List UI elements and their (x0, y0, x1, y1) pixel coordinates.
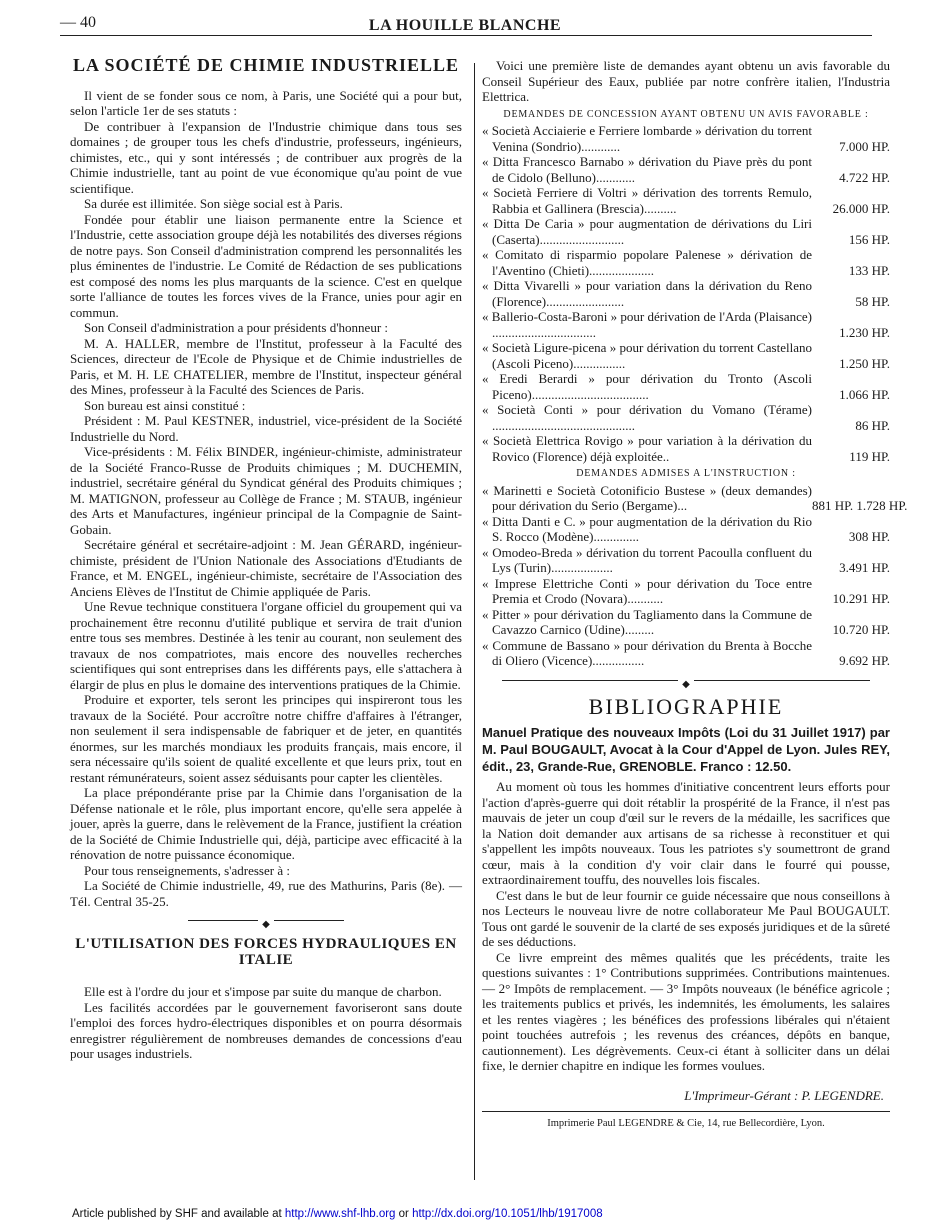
subheading-instruction: DEMANDES ADMISES A L'INSTRUCTION : (576, 468, 796, 479)
publication-footer (72, 1208, 603, 1220)
entry-text: « Società Elettrica Rovigo » pour variation à la dérivation du Rovico (Florence) déjà exploitée.. (482, 433, 812, 464)
entry-hp: 10.291 HP. (832, 591, 890, 606)
entry-text: « Società Acciaierie e Ferriere lombarde » dérivation du torrent Venina (Sondrio)............ (482, 123, 812, 154)
running-title: LA HOUILLE BLANCHE (368, 17, 562, 34)
entry-hp: 4.722 HP. (839, 169, 890, 185)
entry-hp: 308 HP. (848, 529, 890, 544)
list-item (482, 433, 890, 464)
bibliography-title: BIBLIOGRAPHIE (588, 693, 784, 719)
paragraph: Secrétaire général et secrétaire-adjoint : M. Jean GÉRARD, ingénieur-chimiste, président de l'Union Nationale des Associations d'Etudiants de France, et M. ENGEL, ingénieur-chimiste, secrétaire de l'Association des Anciens Elèves de l'Institut de Chimie appliquée de Paris. (70, 537, 462, 599)
paragraph: Son bureau est ainsi constitué : (84, 397, 246, 413)
entry-text: « Pitter » pour dérivation du Tagliamento dans la Commune de Cavazzo Carnico (Udine)......... (482, 606, 812, 637)
paragraph: C'est dans le but de leur fournir ce guide nécessaire que nous conseillons à nos Lecteurs le nouveau livre de notre collaborateur Me Paul BOUGAULT. Tous ont gardé le souvenir de la clarté de ses exposés juridiques et de la sûreté de ses déductions. (482, 887, 890, 949)
entry-text: « Società Ligure-picena » pour dérivation du torrent Castellano (Ascoli Piceno)................ (482, 340, 812, 371)
list-item (482, 402, 890, 433)
entry-hp: 86 HP. (855, 417, 890, 433)
paragraph: Une Revue technique constituera l'organe officiel du groupement qui va prochainement être reconnu d'utilité publique et servira de trait d'union entre tous ses membres. Destinée à les tenir au courant, non seulement des travaux de nos compatriotes, mais encore des nouvelles recherches scientifiques qui sont entreprises dans les différents pays, elle s'attachera à élargir de plus en plus le domaine des interventions pratiques de la Chimie. (70, 599, 462, 692)
concession-intro: Voici une première liste de demandes ayant obtenu un avis favorable du Conseil Supérieur des Eaux, publiée par notre confrère italien, l'Industria Elettrica. (482, 58, 890, 104)
concession-list-instruction (482, 482, 908, 669)
entry-hp: 133 HP. (848, 262, 890, 278)
entry-hp: 881 HP. 1.728 HP. (812, 498, 908, 513)
paragraph: Au moment où tous les hommes d'initiative concentrent leurs efforts pour l'action d'après-guerre qui doit rétablir la prospérité de la France, il n'est pas mauvais de jeter un coup d'œil sur le revers de la médaille, les sacrifices que la Nation doit demander aux artisans de sa richesse à reconstituer et qui s'appellent les impôts nouveaux. Tous les patriotes s'y soumettront de grand cœur, mais à la condition d'y voir clair dans le fourré qui pousse, extraordinairement touffu, des nouvelles lois fiscales. (482, 779, 890, 887)
entry-text: « Imprese Elettriche Conti » pour dérivation du Toce entre Premia et Crodo (Novara)........... (482, 575, 812, 606)
shf-link[interactable]: http://www.shf-lhb.org (284, 1208, 396, 1220)
entry-hp: 26.000 HP. (832, 200, 890, 216)
paragraph: Fondée pour établir une liaison permanente entre la Science et l'Industrie, cette association groupe déjà les notabilités des diverses régions de notre pays. Son Conseil d'administration comprend les personnalités les plus éminentes de l'industrie. Le Comité de Rédaction de ses publications est composé des noms les plus marquants de la science. C'est en quelque sorte l'alliance de toutes les forces vives de la France, unies pour agir en commun. (70, 211, 462, 320)
entry-text: « Commune de Bassano » pour dérivation du Brenta à Bocche di Oliero (Vicence)................ (482, 637, 812, 668)
article-body-chimie (70, 88, 462, 910)
list-item (482, 638, 890, 669)
entry-text: « Ditta De Caria » pour augmentation de dérivations du Liri (Caserta).......................... (482, 216, 812, 247)
paragraph: De contribuer à l'expansion de l'Industrie chimique dans tous ses domaines ; de grouper tous les chefs d'industrie, professeurs, ingénieurs, chimistes, etc., qui y sont intéressés ; de contribuer aux progrès de la Chimie industrielle, tant au point de vue économique qu'au point de vue scientifique. (70, 118, 462, 196)
entry-hp: 58 HP. (855, 293, 890, 309)
paragraph: Elle est à l'ordre du jour et s'impose par suite du manque de charbon. (84, 984, 442, 999)
section-separator (482, 675, 890, 690)
entry-hp: 156 HP. (848, 231, 890, 247)
right-column (482, 58, 908, 1132)
list-item (482, 340, 890, 371)
list-item (482, 123, 890, 154)
bibliography-book-reference: Manuel Pratique des nouveaux Impôts (Loi du 31 Juillet 1917) par M. Paul BOUGAULT, Avocat à la Cour d'Appel de Lyon. Jules REY, édit., 23, Grande-Rue, GRENOBLE. Franco : 12.50. (482, 725, 890, 774)
paragraph: Président : M. Paul KESTNER, industriel, vice-président de la Société Industrielle du Nord. (70, 413, 462, 444)
list-item (482, 576, 890, 607)
entry-text: « Società Ferriere di Voltri » dérivation des torrents Remulo, Rabbia et Gallinera (Brescia).......... (482, 185, 812, 216)
page-number: — 40 (60, 14, 96, 31)
paragraph: Pour tous renseignements, s'adresser à : (84, 862, 290, 878)
list-item (482, 514, 890, 545)
entry-text: « Ditta Danti e C. » pour augmentation de la dérivation du Rio S. Rocco (Modène).............. (482, 513, 812, 544)
paragraph: Les facilités accordées par le gouvernement favoriseront sans doute l'emploi des forces hydro-électriques disponibles et on pourra désormais enregistrer régulièrement de nombreuses demandes de concessions d'eau pour usages industriels. (70, 999, 462, 1061)
footer-prefix: Article published by SHF and available at (72, 1208, 285, 1220)
entry-hp: 1.250 HP. (839, 355, 890, 371)
concession-list-favorable (482, 123, 890, 464)
article-title-chimie: LA SOCIÉTÉ DE CHIMIE INDUSTRIELLE (72, 55, 460, 75)
entry-hp: 3.491 HP. (839, 560, 890, 575)
subheading-favorable: DEMANDES DE CONCESSION AYANT OBTENU UN AVIS FAVORABLE : (503, 108, 869, 120)
doi-link[interactable]: http://dx.doi.org/10.1051/lhb/1917008 (412, 1208, 603, 1220)
article-title-italie: L'UTILISATION DES FORCES HYDRAULIQUES EN ITALIE (75, 936, 457, 968)
list-item (482, 309, 890, 340)
paragraph: M. A. HALLER, membre de l'Institut, professeur à la Faculté des Sciences, directeur de l'Ecole de Physique et de Chimie industrielles de Paris, et M. H. LE CHATELIER, membre de l'Institut, inspecteur général des Mines, professeur à la Faculté des Sciences de Paris. (70, 335, 462, 397)
entry-hp: 9.692 HP. (839, 653, 890, 668)
list-item (482, 482, 908, 514)
article-body-italie (70, 984, 462, 1062)
paragraph: Ce livre empreint des mêmes qualités que les précédents, traite les questions suivantes : 1° Contributions supprimées. Contributions maintenues. — 2° Impôts de remplacement. — 3° Impôts nouveaux (le bénéfice agricole ; les traitements publics et privés, les indemnités, les émoluments, les salaires et les rentes viagères ; les bénéfices des professions libérales qui n'étaient point touchées autrefois ; les revenus des créances, dépôts en banque, cautionnement). Les dégrèvements. Ceux-ci étant à solliciter dans un délai fixe, le dernier chapitre en indique les formes voulues. (482, 949, 890, 1073)
footer-middle: or (395, 1208, 413, 1220)
left-column (70, 55, 462, 1062)
separator-ornament: ◆ (258, 919, 274, 930)
printer-signoff: L'Imprimeur-Gérant : P. LEGENDRE. (684, 1087, 884, 1103)
entry-hp: 1.230 HP. (839, 324, 890, 340)
list-item (482, 154, 890, 185)
paragraph: Sa durée est illimitée. Son siège social est à Paris. (84, 196, 343, 211)
entry-text: « Comitato di risparmio popolare Palenese » dérivation de l'Aventino (Chieti).................... (482, 247, 812, 278)
entry-text: « Società Conti » pour dérivation du Vomano (Térame) ............................................ (482, 402, 812, 433)
entry-hp: 119 HP. (849, 448, 890, 464)
list-item (482, 278, 890, 309)
column-divider (474, 63, 475, 1180)
list-item (482, 216, 890, 247)
paragraph: La place prépondérante prise par la Chimie dans l'organisation de la Défense nationale et le rôle, plus important encore, qu'elle sera appelée à jouer, après la guerre, dans le relèvement de la France, justifient la création de la Société de Chimie Industrielle qui, déjà, participe avec efficacité à la rénovation de notre puissance économique. (70, 785, 462, 862)
entry-hp: 1.066 HP. (839, 386, 890, 402)
entry-text: « Ballerio-Costa-Baroni » pour dérivation de l'Arda (Plaisance) ................................ (482, 309, 812, 340)
paragraph: Produire et exporter, tels seront les principes qui inspireront tous les travaux de la Société. Pour accroître notre chiffre d'affaires à l'étranger, non seulement il sera indispensable de fabriquer et de jeter, en quantités énormes, sur les marchés mondiaux les produits français, mais encore, il sera nécessaire qu'ils soient de qualité excellente et que leurs prix, tout en restant rémunérateurs, soient assez séduisants pour capter les clientèles. (70, 692, 462, 785)
header-rule (60, 35, 872, 36)
paragraph: Il vient de se fonder sous ce nom, à Paris, une Société qui a pour but, selon l'article 1er de ses statuts : (70, 87, 462, 118)
entry-text: « Ditta Francesco Barnabo » dérivation du Piave près du pont de Cidolo (Belluno)............ (482, 154, 812, 185)
entry-text: « Omodeo-Breda » dérivation du torrent Pacoulla confluent du Lys (Turin)................... (482, 544, 812, 575)
entry-hp: 7.000 HP. (839, 138, 890, 154)
list-item (482, 545, 890, 576)
entry-text: « Marinetti e Società Cotonificio Bustese » (deux demandes) pour dérivation du Serio (Bergame)... (482, 482, 812, 513)
paragraph: Son Conseil d'administration a pour présidents d'honneur : (84, 320, 389, 335)
list-item (482, 371, 890, 402)
entry-text: « Ditta Vivarelli » pour variation dans la dérivation du Reno (Florence)........................ (482, 278, 812, 309)
paragraph: La Société de Chimie industrielle, 49, rue des Mathurins, Paris (8e). — Tél. Central 35-25. (70, 878, 462, 909)
section-separator (70, 915, 462, 930)
imprint-rule (482, 1111, 890, 1112)
paragraph: Vice-présidents : M. Félix BINDER, ingénieur-chimiste, administrateur de la Société Franco-Russe de Produits chimiques ; M. DUCHEMIN, industriel, secrétaire général du Syndicat général des Produits chimiques ; M. MATIGNON, professeur au Collège de France ; M. STAUB, ingénieur des Arts et Manufactures, ingénieur principal de la Compagnie de Saint-Gobain. (70, 444, 462, 537)
printer-imprint: Imprimerie Paul LEGENDRE & Cie, 14, rue Bellecordière, Lyon. (547, 1118, 825, 1129)
entry-text: « Eredi Berardi » pour dérivation du Tronto (Ascoli Piceno).................................... (482, 371, 812, 402)
list-item (482, 247, 890, 278)
separator-ornament: ◆ (678, 679, 694, 690)
list-item (482, 185, 890, 216)
entry-hp: 10.720 HP. (832, 622, 890, 637)
list-item (482, 607, 890, 638)
